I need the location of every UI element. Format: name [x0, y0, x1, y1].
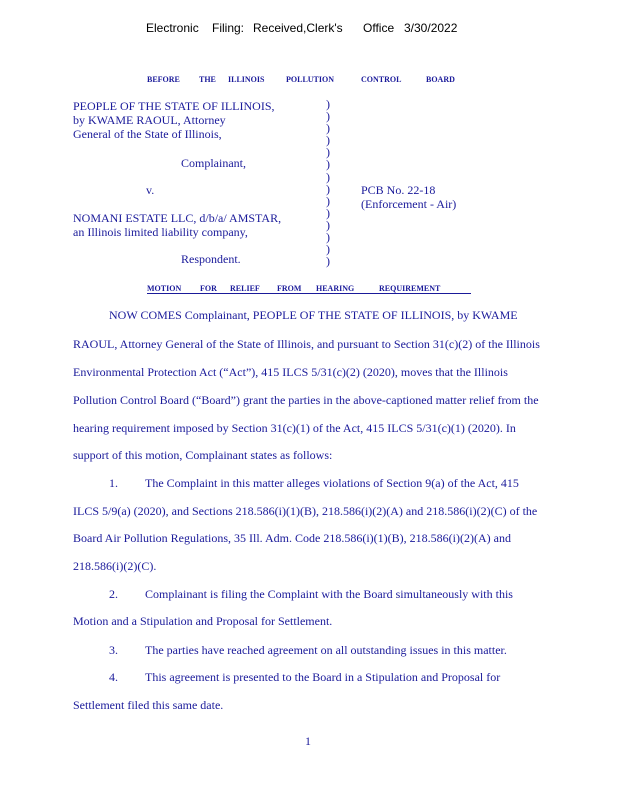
item-line: ILCS 5/9(a) (2020), and Sections 218.586(i)(1)(B), 218.586(i)(2)(A) and 218.586(i)(2)(C) of the [73, 504, 538, 518]
filing-electronic: Electronic [146, 21, 199, 35]
board-header-word: CONTROL [361, 75, 402, 84]
filing-date: 3/30/2022 [404, 21, 458, 35]
item-line: Motion and a Stipulation and Proposal for Settlement. [73, 614, 333, 628]
respondent-line: NOMANI ESTATE LLC, d/b/a/ AMSTAR, [73, 211, 282, 225]
board-header-word: BOARD [426, 75, 455, 84]
caption-parentheses: ) ) ) ) ) ) ) ) ) ) ) ) ) ) [326, 97, 330, 269]
item-line: Settlement filed this same date. [73, 698, 224, 712]
pcb-number: PCB No. 22-18 [361, 183, 436, 197]
filing-office: Office [363, 21, 395, 35]
item-number: 4. [109, 670, 118, 684]
item-line: This agreement is presented to the Board in a Stipulation and Proposal for [145, 670, 501, 684]
intro-line: Environmental Protection Act (“Act”), 415 ILCS 5/31(c)(2) (2020), moves that the Illinois [73, 365, 508, 379]
motion-title-word: FOR [200, 284, 217, 293]
item-line: The Complaint in this matter alleges violations of Section 9(a) of the Act, 415 [145, 476, 519, 490]
item-line: Complainant is filing the Complaint with the Board simultaneously with this [145, 587, 513, 601]
item-number: 3. [109, 643, 118, 657]
plaintiff-line: by KWAME RAOUL, Attorney [73, 113, 226, 127]
item-number: 1. [109, 476, 118, 490]
motion-title-word: HEARING [316, 284, 355, 293]
filing-received: Received,Clerk's [253, 21, 343, 35]
intro-line: NOW COMES Complainant, PEOPLE OF THE STATE OF ILLINOIS, by KWAME [109, 308, 518, 322]
motion-title-word: FROM [277, 284, 302, 293]
motion-title-word: RELIEF [230, 284, 260, 293]
board-header-word: THE [199, 75, 216, 84]
filing-label: Filing: [212, 21, 245, 35]
intro-line: Pollution Control Board (“Board”) grant the parties in the above-captioned matter relief from the [73, 393, 539, 407]
intro-line: support of this motion, Complainant states as follows: [73, 448, 333, 462]
respondent-label: Respondent. [181, 252, 241, 266]
complainant-label: Complainant, [181, 156, 246, 170]
intro-line: hearing requirement imposed by Section 31(c)(1) of the Act, 415 ILCS 5/31(c)(1) (2020). In [73, 421, 516, 435]
item-line: Board Air Pollution Regulations, 35 Ill. Adm. Code 218.586(i)(1)(B), 218.586(i)(2)(A) and [73, 531, 511, 545]
plaintiff-line: PEOPLE OF THE STATE OF ILLINOIS, [73, 99, 275, 113]
item-line: The parties have reached agreement on all outstanding issues in this matter. [145, 643, 507, 657]
respondent-line: an Illinois limited liability company, [73, 225, 248, 239]
motion-title-word: MOTION [147, 284, 182, 293]
motion-title-word: REQUIREMENT [379, 284, 441, 293]
versus-label: v. [146, 183, 155, 197]
board-header-word: BEFORE [147, 75, 180, 84]
motion-title-underline [147, 293, 471, 294]
item-line: 218.586(i)(2)(C). [73, 559, 157, 573]
enforcement-type: (Enforcement - Air) [361, 197, 457, 211]
board-header-word: POLLUTION [286, 75, 335, 84]
intro-line: RAOUL, Attorney General of the State of Illinois, and pursuant to Section 31(c)(2) of the Illinois [73, 337, 540, 351]
page-number: 1 [305, 734, 311, 748]
plaintiff-line: General of the State of Illinois, [73, 127, 222, 141]
board-header-word: ILLINOIS [228, 75, 265, 84]
item-number: 2. [109, 587, 118, 601]
